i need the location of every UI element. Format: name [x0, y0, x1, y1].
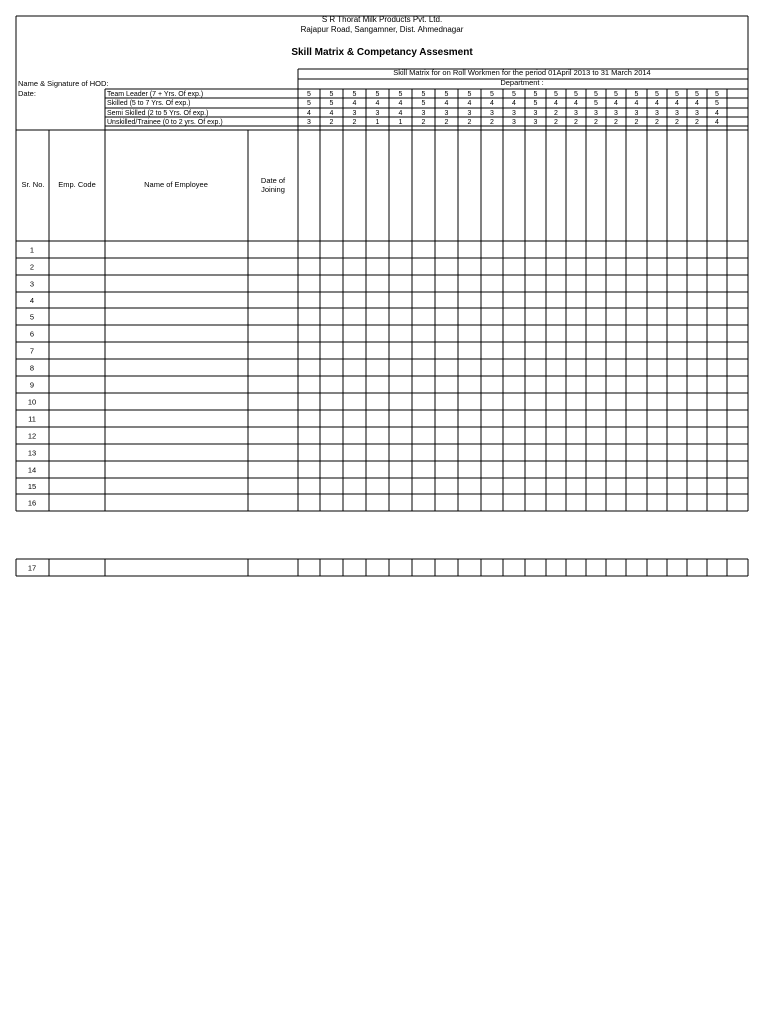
row-number: 6: [29, 329, 35, 339]
skill-level-value: 4: [490, 100, 494, 108]
row-number: 15: [27, 482, 37, 491]
skill-level-value: 4: [715, 110, 719, 118]
skill-level-value: 3: [467, 110, 472, 118]
header-doj-line1: Date of: [260, 176, 286, 185]
skill-level-labels: [107, 91, 223, 126]
skill-level-value: 4: [554, 100, 558, 108]
skill-level-value: 4: [467, 100, 472, 108]
skill-level-value: 5: [533, 91, 538, 99]
skill-level-value: 3: [533, 119, 538, 127]
department-label: Department :: [500, 78, 544, 87]
row-number: 2: [29, 262, 35, 272]
skill-level-value: 4: [695, 100, 699, 108]
row-number: 5: [29, 312, 35, 322]
skill-level-value: 4: [655, 100, 659, 108]
skill-level-value: 4: [634, 100, 639, 108]
skill-level-value: 5: [467, 91, 472, 99]
header-emp-code: Emp. Code: [58, 180, 96, 189]
skill-level-value: 4: [329, 110, 334, 118]
row-number: 13: [27, 448, 37, 458]
row-number: 11: [28, 414, 36, 424]
skill-level-value: 3: [655, 110, 659, 118]
company-name: S R Thorat Milk Products Pvt. Ltd.: [321, 15, 443, 24]
hod-label: Name & Signature of HOD:: [18, 79, 109, 88]
row-number: 8: [29, 363, 35, 373]
skill-level-value: 2: [329, 119, 334, 127]
header-employee-name: Name of Employee: [144, 180, 208, 189]
skill-level-label: Semi Skilled (2 to 5 Yrs. Of exp.): [107, 110, 209, 118]
skill-level-value: 3: [352, 110, 357, 118]
skill-level-value: 3: [634, 110, 639, 118]
skill-level-value: 2: [421, 119, 426, 127]
skill-level-values: [307, 91, 719, 126]
skill-level-value: 1: [398, 119, 403, 127]
skill-level-value: 3: [421, 110, 426, 118]
skill-level-value: 2: [467, 119, 472, 127]
skill-level-value: 5: [329, 91, 334, 99]
skill-level-value: 2: [675, 119, 679, 127]
row-number: 10: [27, 397, 37, 407]
skill-level-value: 4: [398, 100, 403, 108]
skill-level-value: 2: [695, 119, 699, 127]
date-label: Date:: [18, 89, 36, 98]
skill-level-value: 5: [554, 91, 558, 99]
skill-level-value: 5: [594, 100, 598, 108]
skill-level-value: 1: [375, 119, 380, 127]
skill-level-value: 3: [695, 110, 699, 118]
skill-level-label: Unskilled/Trainee (0 to 2 yrs. Of exp.): [107, 119, 223, 127]
skill-level-value: 5: [398, 91, 403, 99]
skill-level-value: 3: [594, 110, 598, 118]
skill-level-label: Skilled (5 to 7 Yrs. Of exp.): [107, 100, 191, 108]
skill-level-value: 2: [554, 110, 558, 118]
skill-level-value: 4: [715, 119, 719, 127]
skill-level-value: 5: [574, 91, 578, 99]
header-sr-no: Sr. No.: [21, 180, 45, 189]
header-doj-line2: Joining: [261, 185, 285, 194]
skill-level-value: 4: [512, 100, 516, 108]
skill-level-value: 3: [574, 110, 578, 118]
skill-level-label: Team Leader (7 + Yrs. Of exp.): [107, 91, 204, 99]
company-address: Rajapur Road, Sangamner, Dist. Ahmednagar: [300, 25, 464, 34]
skill-level-value: 4: [352, 100, 357, 108]
period-label: Skill Matrix for on Roll Workmen for the period 01April 2013 to 31 March 2014: [393, 68, 651, 77]
skill-level-value: 4: [614, 100, 618, 108]
skill-level-value: 5: [375, 91, 380, 99]
skill-level-value: 3: [307, 119, 311, 127]
skill-level-value: 2: [352, 119, 357, 127]
skill-level-value: 4: [675, 100, 679, 108]
skill-level-value: 2: [574, 119, 578, 127]
skill-level-value: 2: [655, 119, 659, 127]
skill-level-value: 4: [398, 110, 403, 118]
skill-level-value: 5: [307, 91, 311, 99]
skill-level-value: 5: [444, 91, 449, 99]
skill-level-value: 2: [614, 119, 618, 127]
skill-level-value: 5: [533, 100, 538, 108]
skill-level-value: 2: [444, 119, 449, 127]
skill-level-value: 3: [533, 110, 538, 118]
skill-level-value: 5: [614, 91, 618, 99]
skill-level-value: 2: [490, 119, 494, 127]
skill-level-value: 3: [512, 110, 516, 118]
row-number: 9: [29, 380, 35, 390]
skill-level-value: 5: [421, 100, 426, 108]
row-number: 16: [27, 498, 37, 508]
row-number: 3: [29, 279, 35, 289]
skill-level-value: 2: [634, 119, 639, 127]
skill-level-value: 5: [421, 91, 426, 99]
page-title: Skill Matrix & Competancy Assesment: [291, 47, 473, 58]
skill-level-value: 3: [444, 110, 449, 118]
row-number: 4: [29, 296, 35, 305]
skill-level-value: 5: [594, 91, 598, 99]
skill-level-value: 5: [352, 91, 357, 99]
skill-level-value: 4: [444, 100, 449, 108]
row-numbers: [28, 246, 36, 573]
row-number: 7: [29, 346, 35, 356]
row-number: 12: [27, 431, 37, 441]
skill-level-value: 3: [675, 110, 679, 118]
skill-level-value: 3: [490, 110, 494, 118]
skill-level-value: 5: [512, 91, 516, 99]
skill-level-value: 5: [715, 91, 719, 99]
skill-level-value: 5: [307, 100, 311, 108]
skill-level-value: 4: [307, 110, 311, 118]
skill-level-value: 4: [574, 100, 578, 108]
skill-level-value: 5: [715, 100, 719, 108]
skill-level-value: 4: [375, 100, 380, 108]
skill-level-value: 2: [594, 119, 598, 127]
skill-level-value: 3: [614, 110, 618, 118]
skill-level-value: 3: [512, 119, 516, 127]
skill-level-value: 5: [655, 91, 659, 99]
skill-level-value: 3: [375, 110, 380, 118]
skill-level-value: 5: [329, 100, 334, 108]
skill-level-value: 5: [490, 91, 494, 99]
skill-level-value: 5: [634, 91, 639, 99]
row-number: 14: [27, 465, 37, 475]
skill-level-value: 5: [695, 91, 699, 99]
row-number: 1: [29, 245, 35, 255]
skill-level-value: 2: [554, 119, 558, 127]
skill-level-value: 5: [675, 91, 679, 99]
row-number: 17: [27, 563, 37, 573]
